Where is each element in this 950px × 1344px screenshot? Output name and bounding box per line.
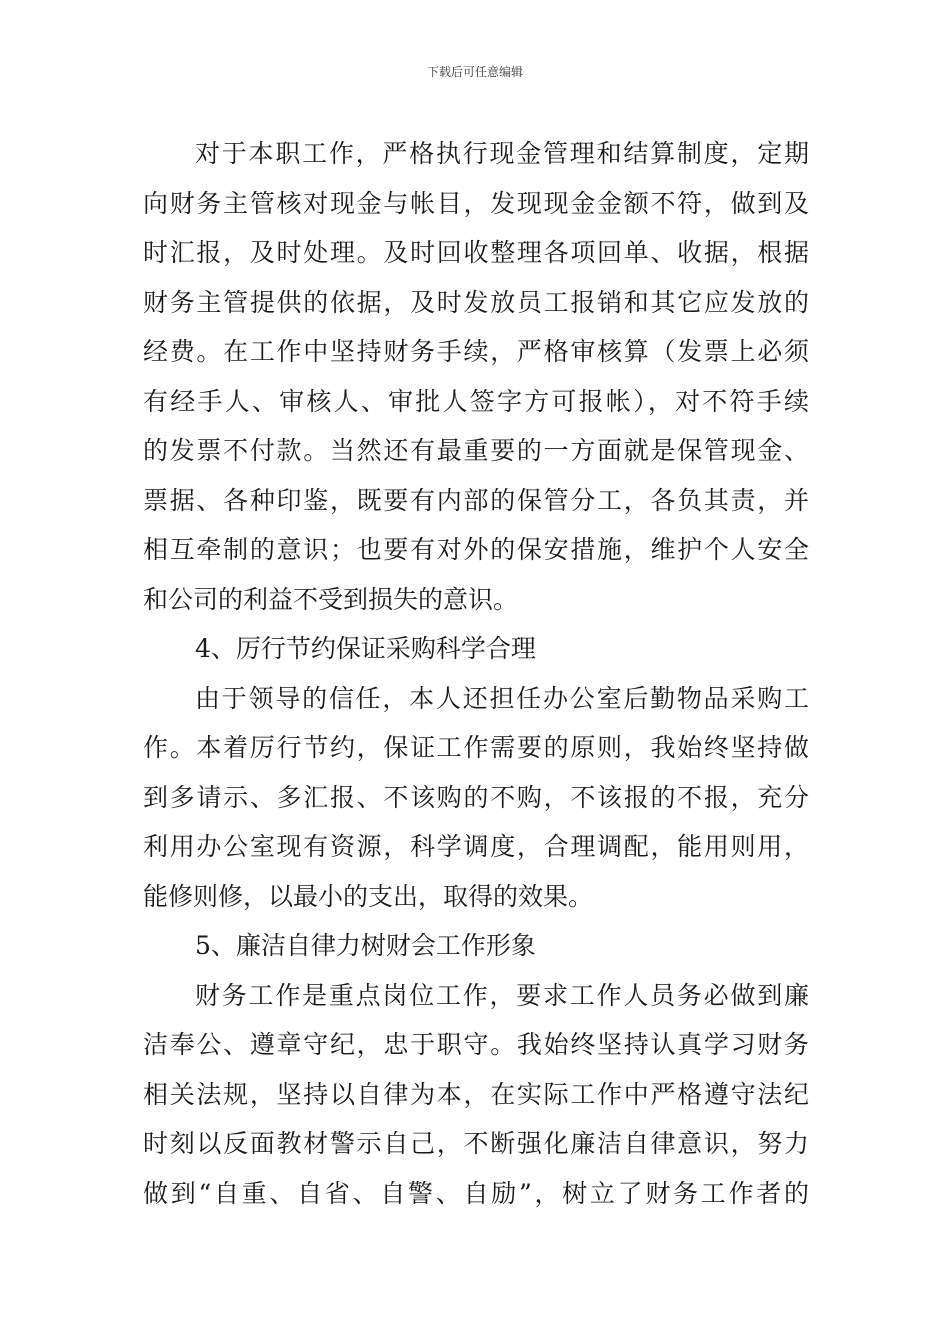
paragraph-line: 有经手人、审核人、审批人签字方可报帐），对不符手续 (143, 386, 809, 416)
paragraph-line: 经费。在工作中坚持财务手续，严格审核算（发票上必须 (143, 337, 809, 366)
paragraph-line: 作。本着厉行节约，保证工作需要的原则，我始终坚持做 (143, 733, 809, 762)
paragraph-line: 和公司的利益不受到损失的意识。 (143, 584, 519, 614)
document-body (143, 129, 809, 1218)
page-header: 下载后可任意编辑 (426, 65, 523, 79)
paragraph-integrity (143, 971, 809, 1219)
paragraph-line: 时刻以反面教材警示自己，不断强化廉洁自律意识，努力 (143, 1129, 809, 1158)
paragraph-line: 做到“自重、自省、自警、自励”，树立了财务工作者的 (143, 1178, 809, 1208)
paragraph-line: 的发票不付款。当然还有最重要的一方面就是保管现金、 (143, 436, 809, 465)
paragraph-line: 财务工作是重点岗位工作，要求工作人员务必做到廉 (195, 980, 809, 1010)
paragraph-procurement (143, 674, 809, 922)
paragraph-line: 能修则修，以最小的支出，取得的效果。 (143, 881, 594, 911)
paragraph-line: 对于本职工作，严格执行现金管理和结算制度，定期 (195, 139, 809, 168)
paragraph-cash-management (143, 129, 809, 624)
section-heading-4: 4、厉行节约保证采购科学合理 (195, 634, 536, 663)
paragraph-line: 利用办公室现有资源，科学调度，合理调配，能用则用， (143, 832, 809, 861)
paragraph-line: 相互牵制的意识；也要有对外的保安措施，维护个人安全 (143, 535, 809, 564)
paragraph-line: 由于领导的信任，本人还担任办公室后勤物品采购工 (195, 683, 809, 713)
paragraph-line: 财务主管提供的依据，及时发放员工报销和其它应发放的 (143, 287, 809, 317)
paragraph-line: 时汇报，及时处理。及时回收整理各项回单、收据，根据 (143, 238, 809, 267)
section-heading-5: 5、廉洁自律力树财会工作形象 (195, 931, 536, 960)
paragraph-line: 向财务主管核对现金与帐目，发现现金金额不符，做到及 (143, 188, 809, 218)
paragraph-line: 相关法规，坚持以自律为本，在实际工作中严格遵守法纪 (143, 1079, 809, 1109)
paragraph-line: 票据、各种印鉴，既要有内部的保管分工，各负其责，并 (143, 485, 809, 515)
paragraph-line: 到多请示、多汇报、不该购的不购，不该报的不报，充分 (143, 782, 809, 812)
paragraph-line: 洁奉公、遵章守纪，忠于职守。我始终坚持认真学习财务 (143, 1030, 809, 1059)
